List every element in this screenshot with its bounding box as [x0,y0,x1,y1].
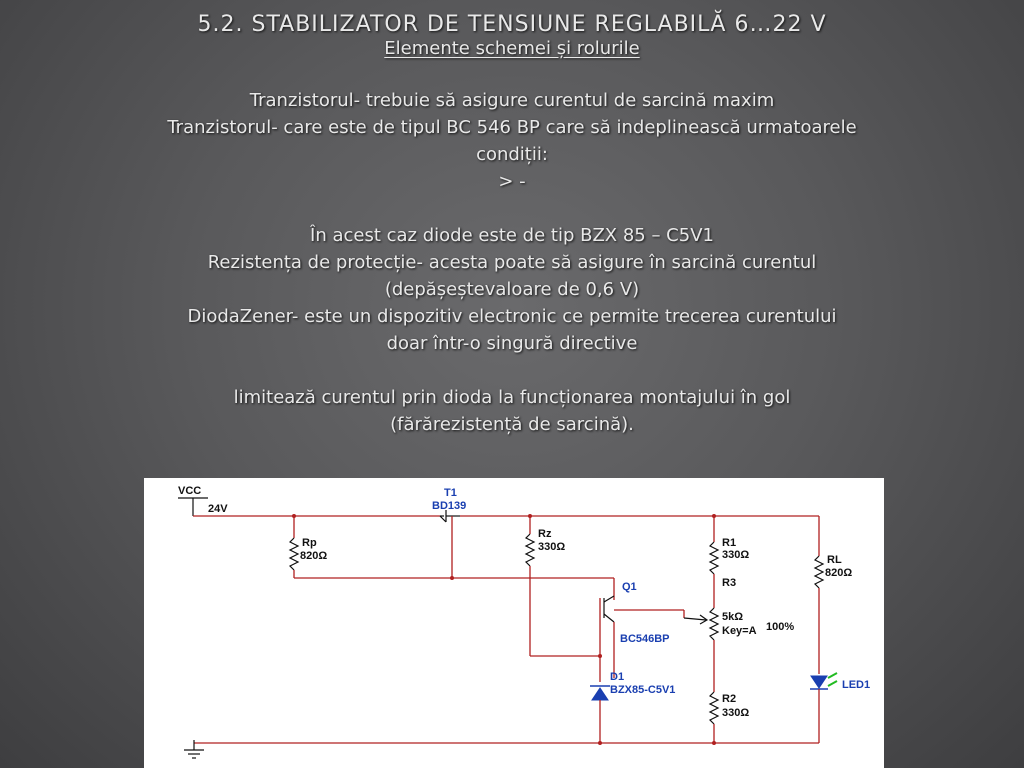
q1-transistor [600,578,684,678]
led-name: LED1 [842,679,871,691]
body-line: Tranzistorul- trebuie să asigure curentul de sarcină maxim [249,90,775,111]
slide-subtitle: Elemente schemei și rolurile [384,38,640,59]
d1-model: BZX85-C5V1 [610,684,676,696]
junction-dots [292,514,716,745]
r3-name: R3 [722,577,737,589]
r2-resistor [710,692,718,724]
r1-value: 330Ω [722,549,750,561]
body-line: doar într-o singură directive [386,333,638,354]
vcc-symbol [178,498,294,516]
r1-name: R1 [722,537,737,549]
body-line: Tranzistorul- care este de tipul BC 546 BP care să indeplinească urmatoarele [167,117,857,138]
r2-value: 330Ω [722,707,750,719]
rp-resistor [290,538,298,570]
schematic-svg [144,478,884,768]
slide-text-block [0,12,1024,438]
q1-model: BC546BP [620,633,670,645]
rp-name: Rp [302,537,317,549]
r3-key: Key=A [722,625,757,637]
q1-name: Q1 [622,581,637,593]
d1-zener-diode [590,686,610,700]
body-line: În acest caz diode este de tip BZX 85 – C5V1 [310,225,714,246]
r3-percent: 100% [766,621,795,633]
rz-value: 330Ω [538,541,566,553]
body-line: DiodaZener- este un dispozitiv electronic ce permite trecerea curentului [187,306,837,327]
rl-name: RL [827,554,842,566]
t1-transistor [440,510,460,578]
body-line: > - [498,171,526,192]
body-line: limitează curentul prin dioda la funcționarea montajului în gol [233,387,791,408]
spacer [0,60,1024,87]
slide-body [0,87,1024,438]
body-line: condiții: [476,144,548,165]
body-line [0,195,1024,222]
body-line [0,357,1024,384]
r3-potentiometer [710,608,718,640]
rz-resistor [526,534,534,566]
circuit-schematic [144,478,884,768]
rl-value: 820Ω [825,567,853,579]
body-line: Rezistența de protecție- acesta poate să asigure în sarcină curentul [207,252,817,273]
body-line: (fărărezistență de sarcină). [390,414,634,435]
d1-name: D1 [610,671,625,683]
rz-name: Rz [538,528,552,540]
rl-resistor [815,556,823,588]
r2-name: R2 [722,693,737,705]
r1-resistor [710,542,718,574]
t1-name: T1 [444,487,457,499]
body-line: (depășeștevaloare de 0,6 V) [384,279,640,300]
t1-model: BD139 [432,500,467,512]
r3-value: 5kΩ [722,611,744,623]
vcc-label: VCC [178,485,202,497]
led1 [810,673,837,689]
slide-title: 5.2. STABILIZATOR DE TENSIUNE REGLABILĂ 6…22 V [197,12,827,37]
rp-value: 820Ω [300,550,328,562]
vcc-value: 24V [208,503,228,515]
